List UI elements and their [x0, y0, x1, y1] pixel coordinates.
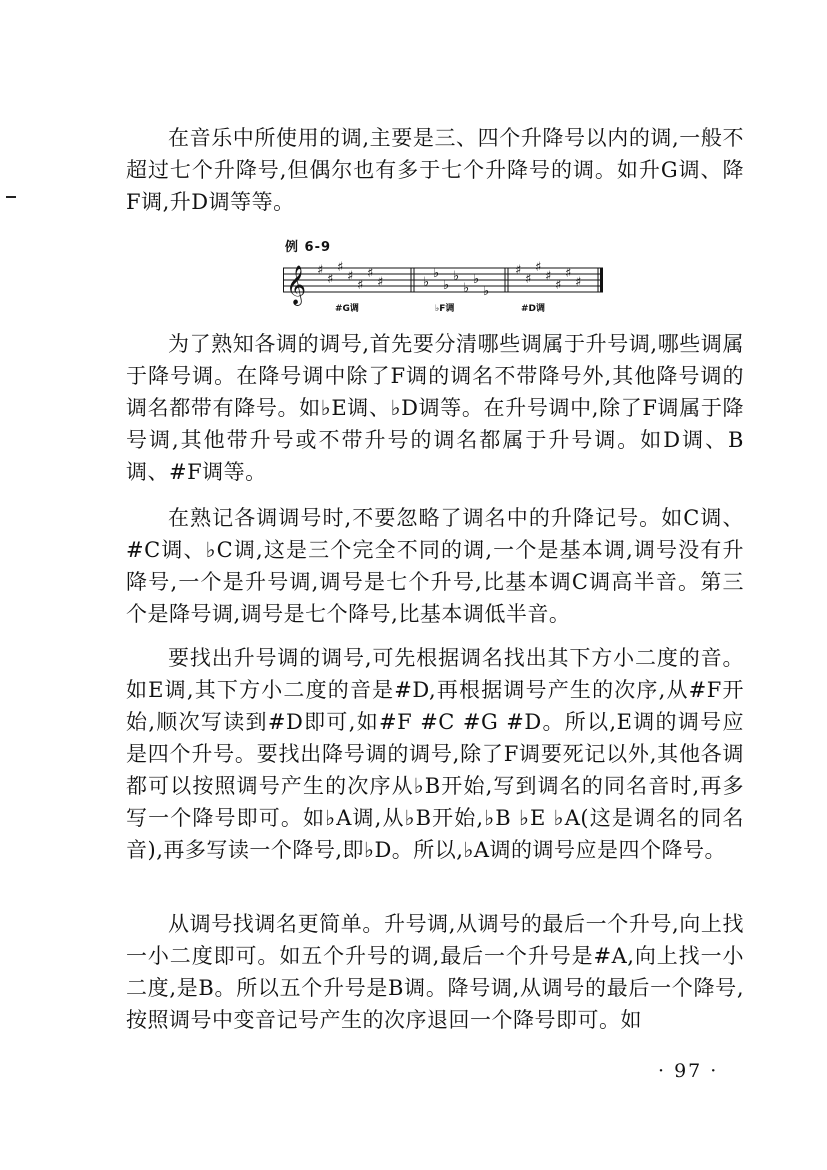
- svg-text:♯: ♯: [337, 260, 344, 275]
- svg-text:♭: ♭: [463, 281, 470, 296]
- svg-text:♯: ♯: [535, 260, 542, 275]
- svg-text:♯: ♯: [327, 272, 334, 287]
- svg-text:♭: ♭: [423, 275, 430, 290]
- svg-text:♭: ♭: [473, 272, 480, 287]
- svg-text:♭: ♭: [443, 278, 450, 293]
- music-example-staff: [283, 256, 605, 316]
- svg-text:♯: ♯: [545, 269, 552, 284]
- paragraph-4: 要找出升号调的调号,可先根据调名找出其下方小二度的音。如E调,其下方小二度的音是#D,再根据调号产生的次序,从#F开始,顺次写读到#D即可,如#F #C #G #D。所以,E调的调号应是四个升号。要找出降号调的调号,除了F调要死记以外,其他各调都可以按照调号产生的次序从♭B开始,写到调名的同名音时,再多写一个降号即可。如♭A调,从♭B开始,♭B ♭E ♭A(这是调名的同名音),再多写读一个降号,即♭D。所以,♭A调的调号应是四个降号。: [126, 646, 744, 862]
- margin-mark: [6, 196, 16, 198]
- svg-text:♯: ♯: [525, 272, 532, 287]
- example-label: 例 6-9: [285, 240, 332, 255]
- svg-text:♯: ♯: [515, 263, 522, 278]
- page-number: · 97 ·: [658, 1060, 719, 1082]
- paragraph-5: 从调号找调名更简单。升号调,从调号的最后一个升号,向上找一小二度即可。如五个升号的调,最后一个升号是#A,向上找一小二度,是B。所以五个升号是B调。降号调,从调号的最后一个降号,按照调号中变音记号产生的次序退回一个降号即可。如: [126, 912, 744, 1032]
- paragraph-3: 在熟记各调调号时,不要忽略了调名中的升降记号。如C调、#C调、♭C调,这是三个完全不同的调,一个是基本调,调号没有升降号,一个是升号调,调号是七个升号,比基本调C调高半音。第三个是降号调,调号是七个降号,比基本调低半音。: [126, 506, 744, 626]
- flats-group: [423, 266, 489, 299]
- treble-clef-icon: 𝄞: [286, 265, 307, 305]
- svg-text:♯: ♯: [367, 266, 374, 281]
- paragraph-1: 在音乐中所使用的调,主要是三、四个升降号以内的调,一般不超过七个升降号,但偶尔也有多于七个升降号的调。如升G调、降F调,升D调等等。: [126, 126, 744, 214]
- svg-text:♭: ♭: [453, 269, 460, 284]
- paragraph-2: 为了熟知各调的调号,首先要分清哪些调属于升号调,哪些调属于降号调。在降号调中除了F调的调名不带降号外,其他降号调的调名都带有降号。如♭E调、♭D调等。在升号调中,除了F调属于降号调,其他带升号或不带升号的调名都属于升号调。如D调、B调、#F调等。: [126, 332, 744, 484]
- sharps-group-1: [317, 260, 383, 293]
- svg-text:♭: ♭: [433, 266, 440, 281]
- key-name-g-sharp: #G调: [335, 304, 359, 314]
- key-name-f-flat: ♭F调: [435, 304, 455, 314]
- svg-text:♯: ♯: [357, 278, 364, 293]
- svg-text:♯: ♯: [347, 269, 354, 284]
- svg-text:♯: ♯: [317, 263, 324, 278]
- svg-text:♯: ♯: [555, 278, 562, 293]
- svg-text:♯: ♯: [565, 266, 572, 281]
- key-name-d-sharp: #D调: [521, 304, 546, 314]
- sharps-group-2: [515, 260, 581, 293]
- svg-text:♭: ♭: [483, 284, 490, 299]
- svg-text:♯: ♯: [575, 275, 582, 290]
- svg-text:♯: ♯: [377, 275, 384, 290]
